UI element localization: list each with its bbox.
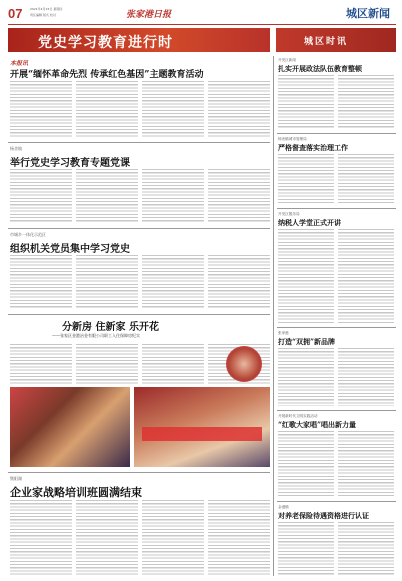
article3-col1 <box>10 255 72 309</box>
article1-title: 开展“缅怀革命先烈 传承红色基因”主题教育活动 <box>10 70 204 80</box>
divider <box>8 472 270 473</box>
side-banner-title: 城区时讯 <box>304 37 349 47</box>
right3-col2 <box>338 229 394 323</box>
article4-col2 <box>76 344 138 384</box>
masthead <box>8 4 396 24</box>
divider <box>277 133 396 134</box>
article4-col3 <box>142 344 204 384</box>
divider <box>277 501 396 502</box>
article3-col4 <box>208 255 270 309</box>
news-photo-left <box>10 387 130 467</box>
right6-col2 <box>338 522 394 576</box>
article1-col3 <box>142 81 204 137</box>
divider <box>8 228 270 229</box>
article3-col2 <box>76 255 138 309</box>
article3-title: 组织机关党员集中学习党史 <box>10 244 130 255</box>
article2-col1 <box>10 169 72 223</box>
date-line: 2021年4月15日 星期四 <box>30 7 63 11</box>
article3-col3 <box>142 255 204 309</box>
banner <box>8 28 270 52</box>
right3-kicker: 开发区服务局 <box>278 212 300 216</box>
news-photo-right <box>134 387 270 467</box>
right6-kicker: 金港镇 <box>278 505 289 509</box>
article1-col1 <box>10 81 72 137</box>
right6-title: 对养老保险待遇资格进行认证 <box>278 511 369 520</box>
article5-col2 <box>76 500 138 576</box>
right5-col2 <box>338 431 394 497</box>
article4-col1 <box>10 344 72 384</box>
photo-banner-text <box>142 427 262 441</box>
side-banner <box>276 28 396 52</box>
right2-kicker: 杨舍镇城市管理局 <box>278 137 307 141</box>
column-separator <box>273 56 274 576</box>
right5-title: “红歌大家唱”唱出新力量 <box>278 420 357 429</box>
right1-kicker: 开发区新闻 <box>278 58 296 62</box>
article5-title: 企业家战略培训班圆满结束 <box>10 486 142 499</box>
right2-col1 <box>278 154 334 204</box>
right4-col1 <box>278 348 334 406</box>
right6-col1 <box>278 522 334 576</box>
article2-col3 <box>142 169 204 223</box>
right3-col1 <box>278 229 334 323</box>
masthead-rule <box>8 24 396 25</box>
divider <box>277 208 396 209</box>
right5-col1 <box>278 431 334 497</box>
right2-title: 严格督查落实治理工作 <box>278 143 348 152</box>
right4-title: 打造“双拥”新品牌 <box>278 337 336 346</box>
article2-col4 <box>208 169 270 223</box>
article4-title: 分新房 住新家 乐开花 <box>62 322 159 333</box>
article4-subtitle: ——张家区金港冶金有限公司职工入住保障房纪实 <box>52 333 140 338</box>
article5-col1 <box>10 500 72 576</box>
article3-kicker: 市城乡一体化示范区 <box>10 232 46 237</box>
paper-name: 张家港日报 <box>126 10 172 20</box>
article1-col2 <box>76 81 138 137</box>
right4-kicker: 张家港 <box>278 331 289 335</box>
divider <box>8 142 270 143</box>
divider <box>277 410 396 411</box>
editor-line: 责任编辑 版式 校对 <box>30 13 56 17</box>
right1-col1 <box>278 75 334 129</box>
right3-title: 纳税人学堂正式开讲 <box>278 218 341 227</box>
divider <box>277 327 396 328</box>
right5-kicker: 开展新时代文明实践活动 <box>278 414 318 418</box>
round-photo <box>226 346 262 382</box>
article1-col4 <box>208 81 270 137</box>
article5-col3 <box>142 500 204 576</box>
right1-title: 扎实开展政法队伍教育整顿 <box>278 64 362 73</box>
right4-col2 <box>338 348 394 406</box>
right1-col2 <box>338 75 394 129</box>
article1-kicker: 本报讯 <box>10 60 29 67</box>
divider <box>8 314 270 315</box>
page-number: 07 <box>8 6 23 21</box>
banner-title: 党史学习教育进行时 <box>38 35 173 51</box>
article2-kicker: 杨舍镇 <box>10 146 22 151</box>
right2-col2 <box>338 154 394 204</box>
article2-title: 举行党史学习教育专题党课 <box>10 158 130 169</box>
article5-kicker: 暨阳湖 <box>10 476 22 481</box>
article2-col2 <box>76 169 138 223</box>
article5-col4 <box>208 500 270 576</box>
section-title: 城区新闻 <box>346 7 390 20</box>
